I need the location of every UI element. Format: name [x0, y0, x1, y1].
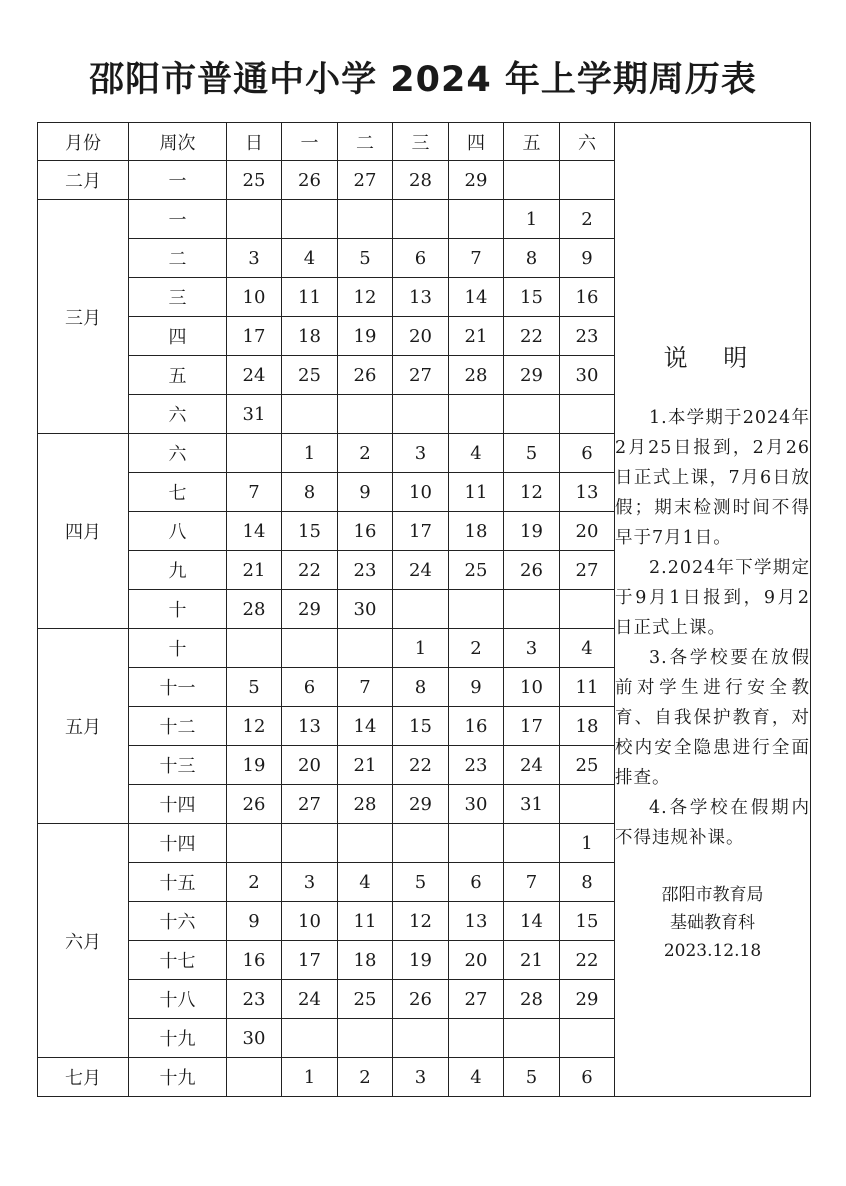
day-cell: 18: [282, 317, 338, 356]
day-cell: 19: [338, 317, 393, 356]
day-cell: [504, 161, 560, 200]
day-cell: 13: [282, 707, 338, 746]
day-cell: [560, 161, 615, 200]
week-number-cell: 三: [129, 278, 227, 317]
day-cell: 18: [449, 512, 504, 551]
day-cell: 26: [504, 551, 560, 590]
week-number-cell: 十四: [129, 785, 227, 824]
week-number-cell: 八: [129, 512, 227, 551]
day-cell: 9: [560, 239, 615, 278]
month-cell: 五月: [38, 629, 129, 824]
day-cell: 16: [338, 512, 393, 551]
day-cell: 8: [560, 863, 615, 902]
day-cell: 13: [393, 278, 449, 317]
day-cell: 2: [449, 629, 504, 668]
day-cell: 26: [338, 356, 393, 395]
day-cell: 19: [393, 941, 449, 980]
day-cell: 8: [282, 473, 338, 512]
day-cell: 17: [393, 512, 449, 551]
week-number-cell: 十九: [129, 1019, 227, 1058]
day-cell: 11: [560, 668, 615, 707]
day-cell: 15: [282, 512, 338, 551]
day-cell: [338, 629, 393, 668]
week-number-cell: 六: [129, 395, 227, 434]
day-cell: 2: [338, 1058, 393, 1097]
header-sun: 日: [227, 123, 282, 161]
day-cell: 27: [560, 551, 615, 590]
day-cell: 30: [449, 785, 504, 824]
day-cell: [560, 1019, 615, 1058]
week-number-cell: 十: [129, 629, 227, 668]
day-cell: [227, 434, 282, 473]
day-cell: 29: [282, 590, 338, 629]
week-number-cell: 四: [129, 317, 227, 356]
week-number-cell: 十四: [129, 824, 227, 863]
day-cell: [504, 590, 560, 629]
header-thu: 四: [449, 123, 504, 161]
day-cell: [560, 395, 615, 434]
day-cell: 26: [393, 980, 449, 1019]
day-cell: 25: [227, 161, 282, 200]
week-number-cell: 一: [129, 200, 227, 239]
week-number-cell: 十二: [129, 707, 227, 746]
day-cell: 10: [282, 902, 338, 941]
day-cell: 28: [504, 980, 560, 1019]
header-tue: 二: [338, 123, 393, 161]
day-cell: 19: [227, 746, 282, 785]
day-cell: 8: [504, 239, 560, 278]
day-cell: 2: [227, 863, 282, 902]
day-cell: 3: [393, 434, 449, 473]
day-cell: 1: [560, 824, 615, 863]
day-cell: 12: [227, 707, 282, 746]
note-item: 3.各学校要在放假前对学生进行安全教育、自我保护教育，对校内安全隐患进行全面排查。: [615, 648, 810, 788]
week-number-cell: 六: [129, 434, 227, 473]
day-cell: 24: [282, 980, 338, 1019]
week-number-cell: 五: [129, 356, 227, 395]
month-cell: 三月: [38, 200, 129, 434]
day-cell: 6: [560, 1058, 615, 1097]
week-number-cell: 十七: [129, 941, 227, 980]
week-number-cell: 十九: [129, 1058, 227, 1097]
day-cell: 24: [504, 746, 560, 785]
day-cell: [449, 395, 504, 434]
day-cell: 20: [560, 512, 615, 551]
note-item: 2.2024年下学期定于9月1日报到，9月2日正式上课。: [615, 558, 810, 638]
day-cell: [393, 824, 449, 863]
day-cell: 23: [449, 746, 504, 785]
day-cell: 16: [560, 278, 615, 317]
page-title: 邵阳市普通中小学 2024 年上学期周历表: [89, 60, 757, 100]
day-cell: 27: [282, 785, 338, 824]
day-cell: [338, 200, 393, 239]
day-cell: [449, 824, 504, 863]
day-cell: 5: [393, 863, 449, 902]
day-cell: 23: [227, 980, 282, 1019]
day-cell: 19: [504, 512, 560, 551]
day-cell: 7: [449, 239, 504, 278]
day-cell: 15: [393, 707, 449, 746]
day-cell: 31: [504, 785, 560, 824]
week-number-cell: 十一: [129, 668, 227, 707]
day-cell: 3: [393, 1058, 449, 1097]
day-cell: 18: [338, 941, 393, 980]
day-cell: 4: [560, 629, 615, 668]
day-cell: 1: [393, 629, 449, 668]
day-cell: 30: [338, 590, 393, 629]
day-cell: 25: [338, 980, 393, 1019]
day-cell: [560, 785, 615, 824]
week-number-cell: 十八: [129, 980, 227, 1019]
week-number-cell: 二: [129, 239, 227, 278]
month-cell: 七月: [38, 1058, 129, 1097]
signature-org: 邵阳市教育局: [661, 885, 764, 905]
week-number-cell: 十六: [129, 902, 227, 941]
day-cell: 7: [227, 473, 282, 512]
day-cell: 26: [227, 785, 282, 824]
day-cell: 12: [338, 278, 393, 317]
day-cell: [393, 590, 449, 629]
day-cell: [227, 200, 282, 239]
signature-dept: 基础教育科: [670, 913, 755, 933]
day-cell: 15: [560, 902, 615, 941]
month-cell: 二月: [38, 161, 129, 200]
day-cell: 29: [449, 161, 504, 200]
day-cell: 7: [338, 668, 393, 707]
day-cell: 10: [227, 278, 282, 317]
week-number-cell: 十三: [129, 746, 227, 785]
day-cell: 12: [504, 473, 560, 512]
day-cell: 27: [393, 356, 449, 395]
day-cell: 2: [338, 434, 393, 473]
day-cell: 4: [449, 434, 504, 473]
day-cell: 27: [338, 161, 393, 200]
day-cell: 20: [449, 941, 504, 980]
day-cell: 21: [227, 551, 282, 590]
day-cell: 22: [282, 551, 338, 590]
day-cell: [393, 1019, 449, 1058]
header-row: [38, 123, 811, 161]
week-number-cell: 十: [129, 590, 227, 629]
day-cell: 18: [560, 707, 615, 746]
day-cell: 22: [393, 746, 449, 785]
day-cell: [449, 1019, 504, 1058]
day-cell: [282, 629, 338, 668]
header-wed: 三: [393, 123, 449, 161]
day-cell: [227, 629, 282, 668]
day-cell: 3: [227, 239, 282, 278]
day-cell: 21: [449, 317, 504, 356]
day-cell: 28: [393, 161, 449, 200]
day-cell: 11: [282, 278, 338, 317]
day-cell: 5: [504, 434, 560, 473]
day-cell: 4: [338, 863, 393, 902]
notes-title: 说 明: [663, 344, 762, 372]
day-cell: 14: [338, 707, 393, 746]
day-cell: 7: [504, 863, 560, 902]
day-cell: [338, 824, 393, 863]
day-cell: 13: [449, 902, 504, 941]
day-cell: [338, 1019, 393, 1058]
signature-date: 2023.12.18: [663, 941, 762, 961]
day-cell: 5: [504, 1058, 560, 1097]
day-cell: 27: [449, 980, 504, 1019]
day-cell: 26: [282, 161, 338, 200]
header-week: 周次: [129, 123, 227, 161]
day-cell: 21: [338, 746, 393, 785]
day-cell: 29: [560, 980, 615, 1019]
day-cell: [504, 395, 560, 434]
day-cell: 23: [338, 551, 393, 590]
day-cell: 9: [338, 473, 393, 512]
day-cell: 31: [227, 395, 282, 434]
day-cell: 5: [338, 239, 393, 278]
day-cell: 6: [560, 434, 615, 473]
day-cell: 3: [504, 629, 560, 668]
week-calendar-table: [37, 122, 811, 1097]
day-cell: 14: [227, 512, 282, 551]
header-fri: 五: [504, 123, 560, 161]
day-cell: 1: [504, 200, 560, 239]
day-cell: 3: [282, 863, 338, 902]
day-cell: 29: [393, 785, 449, 824]
day-cell: 17: [227, 317, 282, 356]
day-cell: 6: [449, 863, 504, 902]
day-cell: [504, 1019, 560, 1058]
day-cell: 6: [393, 239, 449, 278]
day-cell: 2: [560, 200, 615, 239]
day-cell: 8: [393, 668, 449, 707]
day-cell: 9: [449, 668, 504, 707]
week-number-cell: 十五: [129, 863, 227, 902]
day-cell: 24: [393, 551, 449, 590]
day-cell: 28: [338, 785, 393, 824]
notes-panel: [615, 123, 811, 1097]
day-cell: [227, 824, 282, 863]
day-cell: 22: [560, 941, 615, 980]
day-cell: 21: [504, 941, 560, 980]
day-cell: 30: [560, 356, 615, 395]
note-item: 4.各学校在假期内不得违规补课。: [615, 798, 810, 848]
week-number-cell: 一: [129, 161, 227, 200]
day-cell: [449, 590, 504, 629]
day-cell: 22: [504, 317, 560, 356]
day-cell: 17: [282, 941, 338, 980]
day-cell: 14: [504, 902, 560, 941]
day-cell: 23: [560, 317, 615, 356]
week-number-cell: 七: [129, 473, 227, 512]
day-cell: 24: [227, 356, 282, 395]
day-cell: [282, 1019, 338, 1058]
day-cell: [282, 824, 338, 863]
day-cell: [282, 200, 338, 239]
day-cell: 29: [504, 356, 560, 395]
day-cell: 5: [227, 668, 282, 707]
day-cell: 25: [449, 551, 504, 590]
day-cell: 16: [227, 941, 282, 980]
day-cell: 1: [282, 1058, 338, 1097]
day-cell: 15: [504, 278, 560, 317]
signature: [615, 881, 810, 965]
header-month: 月份: [38, 123, 129, 161]
note-item: 1.本学期于2024年2月25日报到，2月26日正式上课，7月6日放假；期末检测时间不得早于7月1日。: [615, 408, 810, 548]
day-cell: 1: [282, 434, 338, 473]
day-cell: 4: [449, 1058, 504, 1097]
day-cell: 20: [282, 746, 338, 785]
month-cell: 四月: [38, 434, 129, 629]
day-cell: [227, 1058, 282, 1097]
day-cell: 10: [393, 473, 449, 512]
day-cell: [560, 590, 615, 629]
day-cell: [393, 200, 449, 239]
day-cell: [393, 395, 449, 434]
day-cell: 16: [449, 707, 504, 746]
header-mon: 一: [282, 123, 338, 161]
day-cell: 30: [227, 1019, 282, 1058]
header-sat: 六: [560, 123, 615, 161]
day-cell: [449, 200, 504, 239]
day-cell: 20: [393, 317, 449, 356]
day-cell: 25: [560, 746, 615, 785]
day-cell: 4: [282, 239, 338, 278]
day-cell: 28: [449, 356, 504, 395]
day-cell: 6: [282, 668, 338, 707]
month-cell: 六月: [38, 824, 129, 1058]
day-cell: 28: [227, 590, 282, 629]
day-cell: 11: [449, 473, 504, 512]
day-cell: [504, 824, 560, 863]
day-cell: 10: [504, 668, 560, 707]
day-cell: 11: [338, 902, 393, 941]
day-cell: [282, 395, 338, 434]
week-number-cell: 九: [129, 551, 227, 590]
day-cell: 9: [227, 902, 282, 941]
day-cell: [338, 395, 393, 434]
day-cell: 13: [560, 473, 615, 512]
day-cell: 12: [393, 902, 449, 941]
day-cell: 17: [504, 707, 560, 746]
day-cell: 25: [282, 356, 338, 395]
day-cell: 14: [449, 278, 504, 317]
